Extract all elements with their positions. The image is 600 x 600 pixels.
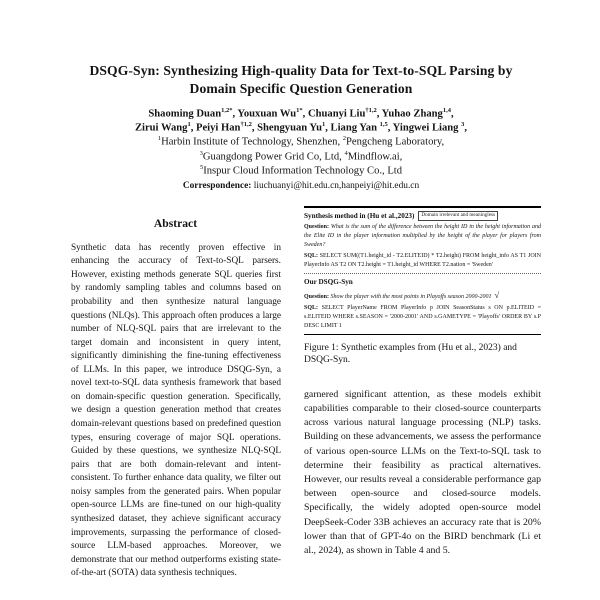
author-superscript: 1,5 bbox=[379, 121, 388, 129]
author-name: Chuanyi Liu bbox=[307, 108, 366, 120]
sql-label: SQL: bbox=[304, 304, 319, 311]
correspondence-line bbox=[61, 181, 541, 191]
figure-method2-sql bbox=[304, 304, 541, 331]
affiliation-text: Inspur Cloud Information Technology Co., Ltd bbox=[203, 165, 403, 177]
paper-title bbox=[61, 62, 541, 98]
affiliation-text: Pengcheng Laboratory, bbox=[346, 137, 445, 148]
author-line-2 bbox=[61, 121, 541, 135]
affiliation-text: Harbin Institute of Technology, Shenzhen, bbox=[161, 137, 343, 148]
left-column bbox=[61, 206, 290, 581]
author-superscript: 1,4 bbox=[442, 106, 451, 114]
two-column-layout bbox=[61, 206, 541, 581]
author-name: Yuhao Zhang bbox=[381, 108, 443, 120]
figure-top-rule bbox=[304, 206, 541, 208]
correspondence-emails: liuchuanyi@hit.edu.cn,hanpeiyi@hit.edu.cn bbox=[253, 180, 420, 191]
author-name: Liang Yan bbox=[330, 122, 380, 134]
figure1-caption: Figure 1: Synthetic examples from (Hu et al., 2023) and DSQG-Syn. bbox=[304, 342, 517, 366]
figure-method1-annotation-box: Domain irrelevant and meaningless bbox=[418, 211, 498, 222]
sql-label: SQL: bbox=[304, 252, 319, 259]
sql-text: SELECT PlayerName FROM PlayerInfo p JOIN SeasonStatus s ON p.ELITEID = s.ELITEID WHERE s.SEASON = '2000-2001' AND s.GAMETYPE = 'Playoffs' ORDER BY s.P DESC LIMIT 1 bbox=[304, 304, 542, 329]
affiliation-line-2 bbox=[61, 150, 541, 164]
right-column bbox=[304, 206, 541, 581]
author-name: Shaoming Duan bbox=[148, 108, 222, 120]
affiliation-text: Mindflow.ai, bbox=[347, 151, 403, 163]
paper-title-line1: DSQG-Syn: Synthesizing High-quality Data for Text-to-SQL Parsing by bbox=[89, 63, 513, 78]
figure-method1-header bbox=[304, 211, 541, 222]
affiliation-superscript: 3 bbox=[199, 149, 203, 157]
affiliation-superscript: 1 bbox=[157, 135, 162, 143]
affiliation-line-1 bbox=[61, 135, 541, 149]
abstract-heading: Abstract bbox=[153, 216, 198, 230]
affiliation-list bbox=[61, 135, 541, 177]
author-superscript: 1 bbox=[187, 121, 191, 129]
author-superscript: 1 bbox=[322, 121, 326, 129]
author-name: Peiyi Han bbox=[196, 122, 241, 134]
figure-method1-sql bbox=[304, 252, 541, 270]
author-separator: , bbox=[464, 122, 468, 134]
correspondence-label: Correspondence: bbox=[182, 180, 252, 191]
figure-method2-question bbox=[304, 289, 541, 302]
author-separator: , bbox=[450, 108, 454, 120]
affiliation-line-3 bbox=[61, 164, 541, 178]
author-superscript: 3 bbox=[461, 121, 465, 129]
question-label: Question: bbox=[304, 224, 330, 231]
author-separator: , bbox=[325, 122, 331, 134]
author-separator: , bbox=[232, 108, 238, 120]
author-name: Zirui Wang bbox=[134, 122, 188, 134]
author-superscript: 1,2* bbox=[221, 106, 233, 114]
author-name: Youxuan Wu bbox=[237, 108, 297, 120]
author-name: Yingwei Liang bbox=[392, 122, 462, 134]
author-separator: , bbox=[387, 122, 393, 134]
author-separator: , bbox=[251, 122, 258, 134]
figure1-box bbox=[304, 206, 541, 335]
paper-title-line2: Domain Specific Question Generation bbox=[189, 80, 413, 96]
figure-dashed-separator bbox=[304, 273, 541, 274]
author-separator: , bbox=[302, 108, 308, 120]
author-superscript: 1* bbox=[296, 106, 303, 114]
figure-method2-title: Our DSQG-Syn bbox=[304, 277, 353, 286]
affiliation-superscript: 4 bbox=[344, 149, 348, 157]
question-text: Show the player with the most points in Playoffs season 2000-2001 bbox=[330, 294, 492, 301]
body-paragraph: garnered significant attention, as these models exhibit capabilities comparable to their closed-source counterparts across various natural language processing (NLP) tasks. Building on these advancements, we assess the performance of various open-source LLMs on the Text-to-SQL task to determine their feasibility as practical alternatives. However, our results reveal a considerable performance gap between open-source and closed-source models. Specifically, the widely adopted open-source model DeepSeek-Coder 33B achieves an accuracy rate that is 20% lower than that of GPT-4o on the BIRD benchmark (Li et al., 2024), as shown in Table 4 and 5. bbox=[304, 388, 541, 556]
affiliation-text: Guangdong Power Grid Co, Ltd, bbox=[202, 151, 345, 163]
sql-text: SELECT SUM((T1.height_id - T2.ELITEID) * T2.height) FROM height_info AS T1 JOIN PlayerInfo AS T2 ON T2.height = T1.height_id WHERE T2.nation = 'Sweden' bbox=[304, 252, 542, 268]
checkmark-icon: √ bbox=[494, 290, 500, 301]
figure-bottom-rule bbox=[304, 334, 541, 335]
author-superscript: †1,2 bbox=[365, 106, 377, 114]
author-superscript: †1,2 bbox=[240, 121, 252, 129]
author-name: Shengyuan Yu bbox=[257, 122, 322, 134]
author-separator: , bbox=[376, 108, 382, 120]
affiliation-superscript: 2 bbox=[342, 135, 346, 143]
author-list bbox=[61, 107, 541, 136]
author-line-1 bbox=[61, 107, 541, 121]
question-label: Question: bbox=[304, 294, 330, 301]
abstract-paragraph: Synthetic data has recently proven effective in enhancing the accuracy of Text-to-SQL parsers. However, existing methods generate SQL queries first by randomly sampling tables and columns based on probability and then synthesize natural language questions (NLQs). This approach often produces a large number of NLQ-SQL pairs that are irrelevant to the target domain and inconsistent in query intent, significantly diminishing the fine-tuning effectiveness of LLMs. In this paper, we introduce DSQG-Syn, a novel text-to-SQL data synthesis framework that based on domain-specific question generation. Specifically, we design a question generation method that creates domain-relevant questions based on predefined question types, ensuring coverage of major SQL operations. Guided by these questions, we synthesize NLQ-SQL pairs that are both domain-relevant and intent-consistent. To further enhance data quality, we filter out noisy samples from the generated pairs. When popular open-source LLMs are fine-tuned on our high-quality synthesized dataset, they achieve significant accuracy improvements, surpassing the performance of closed-source LLM-based approaches. Moreover, we demonstrate that our method outperforms existing state-of-the-art (SOTA) data synthesis techniques. bbox=[71, 242, 281, 579]
figure-method1-title: Synthesis method in (Hu et al.,2023) bbox=[304, 211, 415, 220]
author-separator: , bbox=[190, 122, 196, 134]
question-text: What is the sum of the difference between the height ID in the height information and the Elite ID in the player information multiplied by the height of the player for players from Sweden? bbox=[304, 224, 542, 249]
affiliation-superscript: 5 bbox=[199, 163, 204, 171]
figure-method1-question bbox=[304, 223, 541, 250]
